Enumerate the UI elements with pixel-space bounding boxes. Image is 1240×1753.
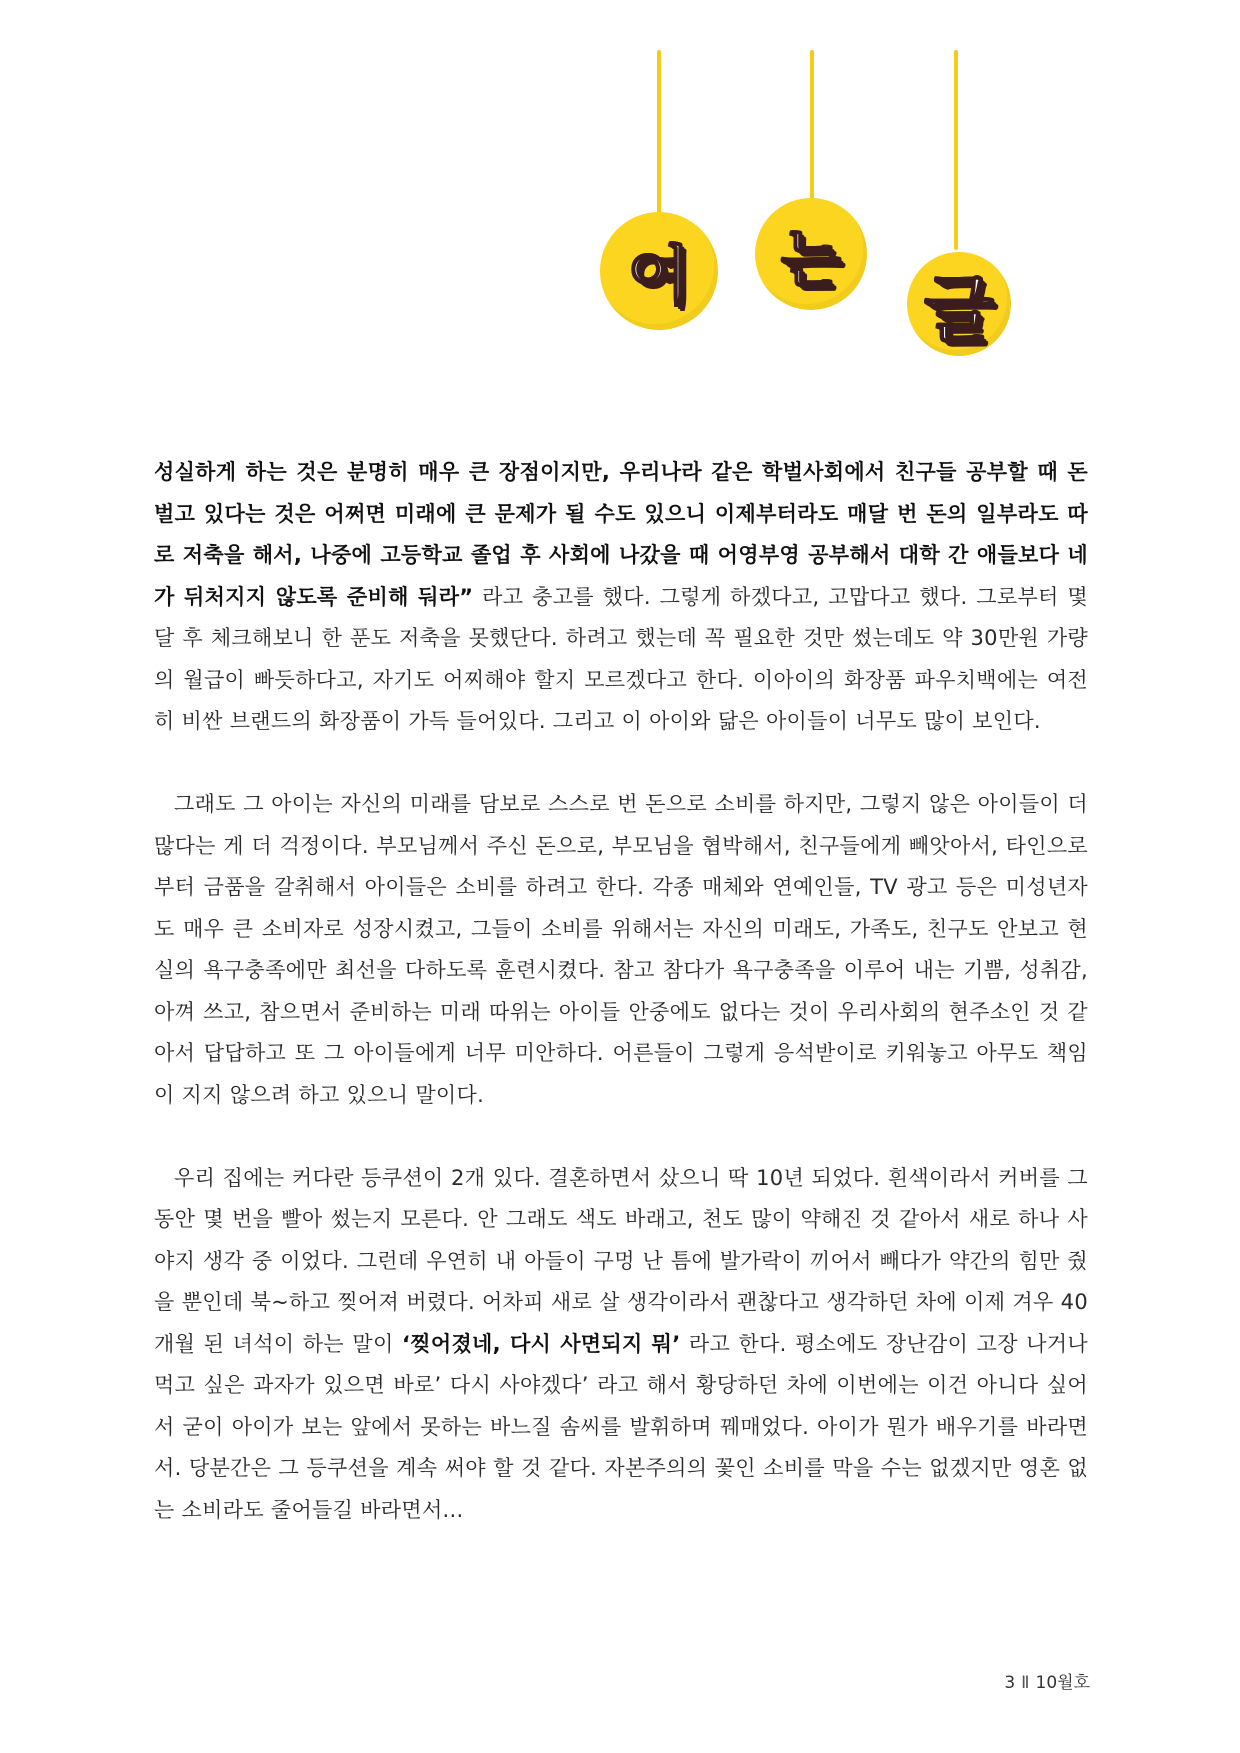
footer-separator: Ⅱ [1021,1673,1030,1693]
article-body [154,452,1088,1531]
paragraph-1-quote: 성실하게 하는 것은 분명히 매우 큰 장점이지만, 우리나라 같은 학벌사회에서 친구들 공부할 때 돈 벌고 있다는 것은 어쩌면 미래에 큰 문제가 될 수도 있으니 이제부터라도 매달 번 돈의 일부라도 따로 저축을 해서, 나중에 고등학교 졸업 후 사회에 나갔을 때 어영부영 공부해서 대학 간 애들보다 네가 뒤처지지 않도록 준비해 둬라” [154,460,1088,609]
paragraph-2: 그래도 그 아이는 자신의 미래를 담보로 스스로 번 돈으로 소비를 하지만, 그렇지 않은 아이들이 더 많다는 게 더 걱정이다. 부모님께서 주신 돈으로, 부모님을 협박해서, 친구들에게 빼앗아서, 타인으로부터 금품을 갈취해서 아이들은 소비를 하려고 한다. 각종 매체와 연예인들, TV 광고 등은 미성년자도 매우 큰 소비자로 성장시켰고, 그들이 소비를 위해서는 자신의 미래도, 가족도, 친구도 안보고 현실의 욕구충족에만 최선을 다하도록 훈련시켰다. 참고 참다가 욕구충족을 이루어 내는 기쁨, 성취감, 아껴 쓰고, 참으면서 준비하는 미래 따위는 아이들 안중에도 없다는 것이 우리사회의 현주소인 것 같아서 답답하고 또 그 아이들에게 너무 미안하다. 어른들이 그렇게 응석받이로 키워놓고 아무도 책임이 지지 않으려 하고 있으니 말이다. [154,792,1088,1107]
page-number: 3 [1004,1673,1016,1693]
ornament-string-3 [954,50,958,250]
ornament-string-2 [810,50,814,200]
issue-label: 10월호 [1035,1673,1090,1693]
ornament-3 [907,252,1011,356]
paragraph-1-text: 라고 충고를 했다. 그렇게 하겠다고, 고맙다고 했다. 그로부터 몇 달 후 체크해보니 한 푼도 저축을 못했단다. 하려고 했는데 꼭 필요한 것만 썼는데도 약 30만원 가량의 월급이 빠듯하다고, 자기도 어찌해야 할지 모르겠다고 한다. 이아이의 화장품 파우치백에는 여전히 비싼 브랜드의 화장품이 가득 들어있다. 그리고 이 아이와 닮은 아이들이 너무도 많이 보인다. [154,584,1088,733]
title-char-3: 글 [924,268,994,352]
paragraph-3 [154,1158,1088,1532]
page-footer [1004,1668,1090,1693]
paragraph-gap [154,1116,1088,1158]
paragraph-3-text-b: 라고 한다. 평소에도 장난감이 고장 나거나 먹고 싶은 과자가 있으면 바로’ 다시 사야겠다’ 라고 해서 황당하던 차에 이번에는 이건 아니다 싶어서 굳이 아이가 보는 앞에서 못하는 바느질 솜씨를 발휘하며 꿰매었다. 아이가 뭔가 배우기를 바라면서. 당분간은 그 등쿠션을 계속 써야 할 것 같다. 자본주의의 꽃인 소비를 막을 수는 없겠지만 영혼 없는 소비라도 줄어들길 바라면서... [154,1331,1088,1522]
ornament-1 [600,212,718,330]
title-char-2: 는 [781,222,841,296]
title-decoration [0,0,1240,400]
paragraph-3-quote: ‘찢어졌네, 다시 사면되지 뭐’ [402,1331,681,1356]
paragraph-1 [154,452,1088,743]
ornament-2 [755,198,867,310]
title-char-1: 여 [628,240,690,314]
ornament-string-1 [657,50,661,215]
paragraph-3-text-a: 우리 집에는 커다란 등쿠션이 2개 있다. 결혼하면서 샀으니 딱 10년 되었다. 흰색이라서 커버를 그동안 몇 번을 빨아 썼는지 모른다. 안 그래도 색도 바래고, 천도 많이 약해진 것 같아서 새로 하나 사야지 생각 중 이었다. 그런데 우연히 내 아들이 구멍 난 틈에 발가락이 끼어서 빼다가 약간의 힘만 줬을 뿐인데 북~하고 찢어져 버렸다. 어차피 새로 살 생각이라서 괜찮다고 생각하던 차에 이제 겨우 40개월 된 녀석이 하는 말이 [154,1165,1088,1356]
paragraph-gap [154,743,1088,785]
